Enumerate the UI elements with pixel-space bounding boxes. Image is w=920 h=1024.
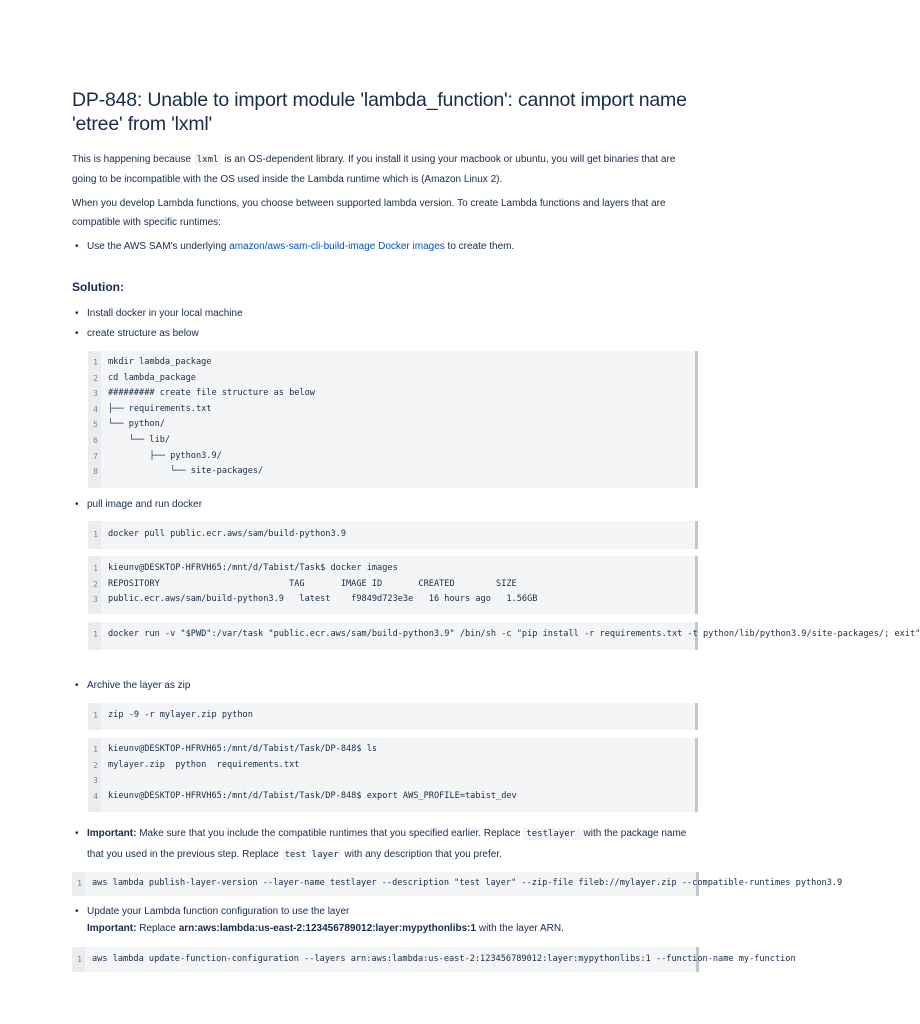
code-line xyxy=(88,758,695,774)
code-text: zip -9 -r mylayer.zip python xyxy=(108,710,253,720)
code-line xyxy=(88,561,695,577)
code-line xyxy=(88,708,695,724)
sam-build-image-link[interactable]: amazon/aws-sam-cli-build-image Docker images xyxy=(229,241,445,252)
line-number: 3 xyxy=(93,389,98,399)
code-lines-images xyxy=(88,561,695,608)
code-line xyxy=(88,773,695,789)
solution-heading: Solution: xyxy=(72,280,124,294)
important-label: Important: xyxy=(87,923,137,934)
code-block-publish-layer xyxy=(72,872,843,896)
list-item-archive-layer: • Archive the layer as zip xyxy=(87,676,700,695)
list-item-create-structure: • create structure as below xyxy=(87,324,700,343)
code-line xyxy=(88,402,695,418)
inline-code-testlayer: testlayer xyxy=(523,828,583,840)
code-lines-zip xyxy=(88,708,695,724)
bullet-text: Use the AWS SAM's underlying xyxy=(87,241,230,252)
code-line xyxy=(88,433,695,449)
line-number: 1 xyxy=(93,630,98,639)
line-number: 2 xyxy=(93,579,98,589)
inline-code-test-layer: test layer xyxy=(282,849,342,861)
code-text: mylayer.zip python requirements.txt xyxy=(108,759,300,770)
line-number: 1 xyxy=(93,530,98,539)
line-number: 1 xyxy=(93,564,98,573)
page-title: DP-848: Unable to import module 'lambda_function': cannot import name 'etree' from 'lxml' xyxy=(72,89,687,135)
line-number: 2 xyxy=(93,373,98,383)
line-number: 7 xyxy=(93,451,98,461)
line-number: 1 xyxy=(77,955,82,964)
step-text: with any description that you prefer. xyxy=(341,848,502,860)
step-text: with the layer ARN. xyxy=(476,923,564,934)
code-block-docker-images xyxy=(88,556,698,614)
code-text: ######### create file structure as below xyxy=(108,388,315,399)
line-number: 4 xyxy=(93,791,98,801)
list-item-pull-image: • pull image and run docker xyxy=(87,495,700,514)
code-lines-structure xyxy=(88,355,695,480)
line-number: 6 xyxy=(93,435,98,445)
list-item-update-function xyxy=(87,903,700,937)
code-line xyxy=(88,355,695,371)
code-line xyxy=(88,527,695,543)
code-text: public.ecr.aws/sam/build-python3.9 latest f9849d723e3e 16 hours ago 1.56GB xyxy=(108,594,538,605)
code-text: kieunv@DESKTOP-HFRVH65:/mnt/d/Tabist/Task/DP-848$ export AWS_PROFILE=tabist_dev xyxy=(108,790,517,801)
code-line xyxy=(88,449,695,465)
line-number: 3 xyxy=(93,776,98,786)
code-text: docker pull public.ecr.aws/sam/build-python3.9 xyxy=(108,529,346,539)
intro-paragraph-2: When you develop Lambda functions, you choose between supported lambda version. To create Lambda functions and layers that are compatible with specific runtimes: xyxy=(72,198,666,228)
line-number: 1 xyxy=(77,879,82,888)
list-item-sam-images xyxy=(87,237,700,256)
code-text: REPOSITORY TAG IMAGE ID CREATED SIZE xyxy=(108,578,517,589)
code-text: cd lambda_package xyxy=(108,372,196,383)
step-text: with the package name that you used in the previous step. Replace xyxy=(87,828,687,860)
inline-code-lxml: lxml xyxy=(194,154,222,166)
step-text: Update your Lambda function configuration to use the layer xyxy=(87,906,350,917)
code-block-docker-pull xyxy=(88,521,698,549)
line-number: 1 xyxy=(93,358,98,367)
bullet-text-end: to create them. xyxy=(444,241,515,252)
step-text: Replace xyxy=(136,923,179,934)
code-line xyxy=(88,592,695,608)
code-line xyxy=(88,386,695,402)
step-text: Make sure that you include the compatible runtimes that you specified earlier. Replace xyxy=(136,828,524,839)
code-block-update-config xyxy=(72,947,796,972)
code-block-ls xyxy=(88,738,698,812)
line-number: 1 xyxy=(93,711,98,720)
code-text: mkdir lambda_package xyxy=(108,357,212,367)
code-lines-run xyxy=(88,627,920,643)
code-text: aws lambda publish-layer-version --layer-name testlayer --description "test layer" --zip-file fileb://mylayer.zip --compatible-runtimes python3.9 xyxy=(92,878,843,888)
list-item-important-runtimes xyxy=(87,824,700,865)
line-number: 8 xyxy=(93,467,98,477)
intro-paragraph-1 xyxy=(72,150,700,189)
code-text: docker run -v "$PWD":/var/task "public.ecr.aws/sam/build-python3.9" /bin/sh -c "pip install -r requirements.txt -t python/lib/python3.9/site-packages/; exit" xyxy=(108,629,920,639)
code-lines-ls xyxy=(88,742,695,804)
code-line xyxy=(88,417,695,433)
code-line xyxy=(88,464,695,480)
line-number: 5 xyxy=(93,420,98,430)
code-line xyxy=(88,742,695,758)
code-block-structure xyxy=(88,351,698,488)
code-line xyxy=(88,627,920,643)
code-block-docker-run xyxy=(88,622,920,650)
line-number: 3 xyxy=(93,595,98,605)
code-text: └── site-packages/ xyxy=(108,466,264,477)
code-block-zip xyxy=(88,703,698,730)
code-line xyxy=(72,952,796,968)
code-text: └── python/ xyxy=(108,419,165,430)
code-text: kieunv@DESKTOP-HFRVH65:/mnt/d/Tabist/Task$ docker images xyxy=(108,563,398,573)
code-text: aws lambda update-function-configuration --layers arn:aws:lambda:us-east-2:123456789012:layer:mypythonlibs:1 --function-name my-function xyxy=(92,954,796,964)
code-line xyxy=(72,876,843,892)
code-lines-publish xyxy=(72,876,843,892)
line-number: 1 xyxy=(93,745,98,754)
line-number: 4 xyxy=(93,404,98,414)
intro-text: This is happening because xyxy=(72,154,194,165)
code-text: ├── requirements.txt xyxy=(108,403,212,414)
code-text: ├── python3.9/ xyxy=(108,450,222,461)
code-line xyxy=(88,789,695,805)
code-line xyxy=(88,577,695,593)
code-lines-pull xyxy=(88,527,695,543)
layer-arn: arn:aws:lambda:us-east-2:123456789012:layer:mypythonlibs:1 xyxy=(178,923,477,934)
code-text: └── lib/ xyxy=(108,434,171,445)
code-lines-update xyxy=(72,952,796,968)
important-label: Important: xyxy=(87,828,137,839)
code-line xyxy=(88,371,695,387)
intro-text-rest: is an OS-dependent library. If you install it using your macbook or ubuntu, you will get binaries that are going to be incompatible with the OS used inside the Lambda runtime which is (Amazon Linux 2). xyxy=(72,154,676,185)
list-item-install-docker: • Install docker in your local machine xyxy=(87,304,700,323)
line-number: 2 xyxy=(93,760,98,770)
code-text: kieunv@DESKTOP-HFRVH65:/mnt/d/Tabist/Task/DP-848$ ls xyxy=(108,744,378,754)
